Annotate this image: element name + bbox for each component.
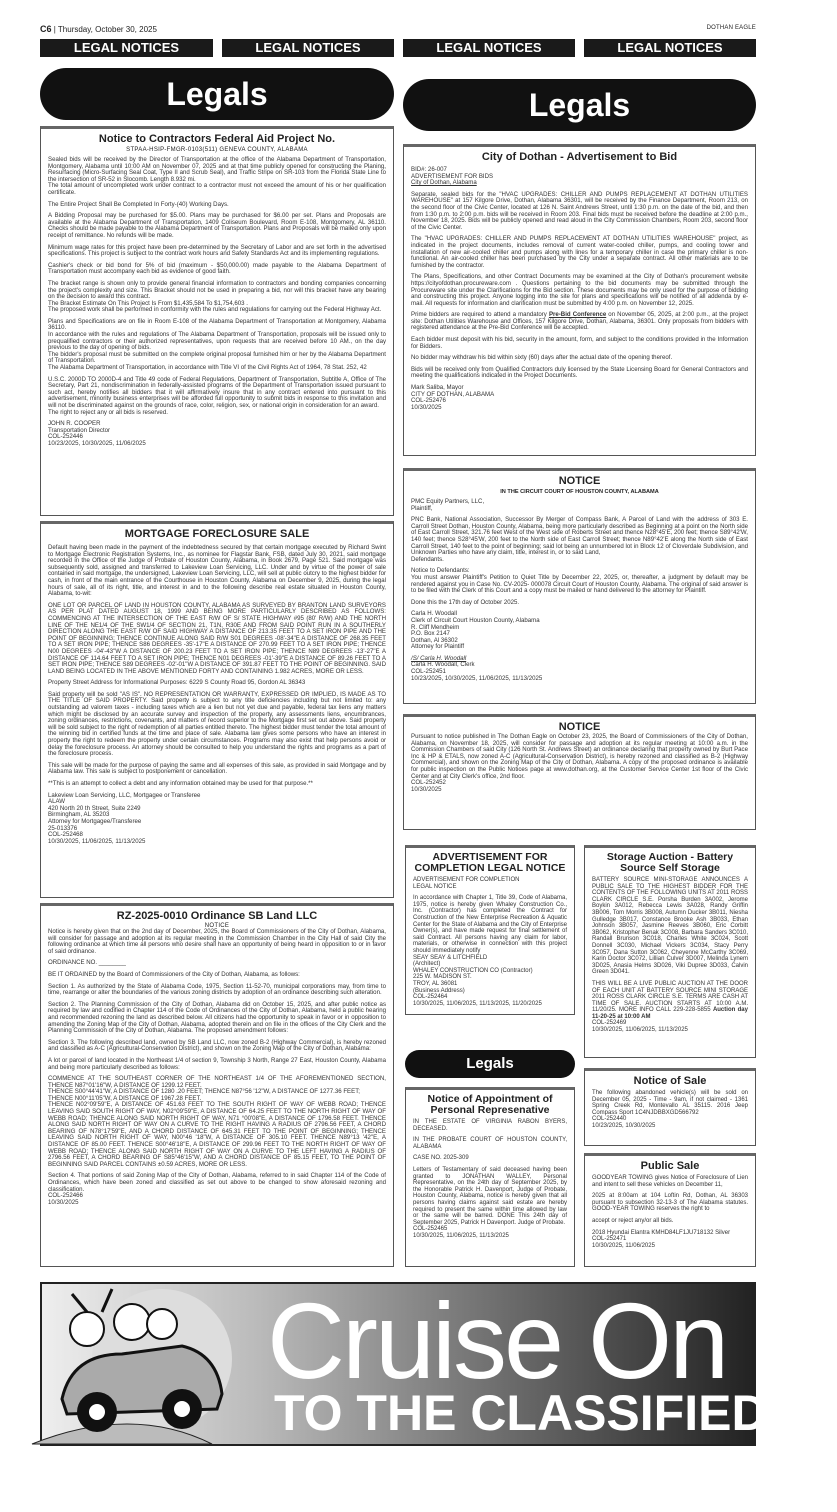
notice-paragraph: No bidder may withdraw his bid within sixty (60) days after the actual date of the opening thereof.: [411, 354, 673, 362]
notice-paragraph: Plans and Specifications are on file in Room E-108 of the Alabama Department of Transportation at Montgomery, Alabama 36110. In accordance with the rules and regulations of The Alabama Department of Transportation, proposals will be issued only to prequalified contractors or their authorized representatives, upon requests that are received before 10 AM., on the day previous to the day of opening of bids. The bidder's proposal must be submitted on the complete original proposal furnished him or her by the Alabama Department of Transportation. The Alabama Department of Transportation, in accordance with Title VI of the Civil Rights Act of 1964, 78 Stat. 252, 42: [48, 317, 386, 372]
notice-paragraph: The bracket range is shown only to provide general financial information to contractors and bonding companies concerning the project's complexity and size. This Bracket should not be used in preparing a bid, nor will this bracket have any bearing on the decision to award this contract. The Bracket Estimate On This Project Is From $1,435,584 To $1,754,603 . The proposed work shall be performed in conformity with the rules and regulations for carrying out the Federal Highway Act.: [48, 279, 386, 314]
notice-paragraph: accept or reject any/or all bids.: [592, 1217, 674, 1224]
page-number: C6: [40, 24, 52, 34]
notice-paragraph: BE IT ORDAINED by the Board of Commissioners of the City of Dothan, Alabama, as follows:: [48, 970, 300, 978]
notice-subtitle: IN THE CIRCUIT COURT OF HOUSTON COUNTY, ALABAMA: [500, 489, 659, 495]
notice-public-sale: [584, 1153, 756, 1267]
notice-paragraph: GOODYEAR TOWING gives Notice of Foreclosure of Lien and intent to sell these vehicles on December 11,: [592, 1175, 748, 1188]
notice-body: [592, 877, 748, 976]
notice-paragraph: Letters of Testamentary of said deceased having been granted to JONATHAN WALLEY, Personal Representative, on the 24th day of September 2025, by the Honorable Patrick H. Davenport, Judge of Probate, Houston County, Alabama, notice is hereby given that all persons having claims against said estate are hereby required to present the same within time allowed by law or the same will be barred. DONE This 24th day of September 2025, Patrick H Davenport. Judge of Probate. COL-252465 10/30/2025, 11/06/2025, 11/13/2025: [413, 1166, 567, 1239]
notice-paragraph: Minimum wage rates for this project have been pre-determined by the Secretary of Labor and are set forth in the advertised specifications. This project is subject to the contract work hours and Safety Standards Act and its implementing regulations.: [48, 243, 386, 258]
notice-paragraph: Pursuant to notice published in The Dothan Eagle on October 23, 2025, the Board of Commissioners of the City of Dothan, Alabama, on November 18, 2025, will consider for passage and adoption at its regular meeting at 10:00 a.m. in the Commission Chambers of said City (126 North St. Andrews Street) an ordinance declaring that property owned by Burt Pace Inc & HP & ETALS, now zoned A-C (Agricultural-Conservation District), is hereby rezoned and classified as B-2 (Highway Commercial), and shown on the Zoning Map of the City of Dothan, Alabama. A copy of the proposed ordinance is available for public inspection on the Public Notices page at www.dothan.org, at the Customer Service Center 1st floor of the Civic Center and at City Clerk's office, 2nd floor. COL-252452 10/30/2025: [411, 733, 748, 793]
notice-completion: [405, 845, 575, 1015]
section-bar: LEGAL NOTICES: [40, 39, 213, 57]
notice-mortgage-foreclosure: [40, 521, 394, 898]
notice-body: [592, 1090, 748, 1130]
notice-paragraph: ADVERTISEMENT FOR COMPLETION LEGAL NOTICE: [413, 877, 520, 890]
signature: /S/ Carla H. Woodall: [411, 654, 467, 662]
prebid-paragraph: [411, 312, 748, 332]
notice-paragraph: A Bidding Proposal may be purchased for $5.00. Plans may be purchased for $6.00 per set. Plans and Proposals are available at the Alabama Department of Transportation, 1409 Coliseum Boulevard, Room E-108, Montgomery, AL 36110. Checks should be made payable to the Alabama Department of Transportation. Plans and Proposals will be mailed only upon receipt of remittance. No refunds will be made.: [48, 212, 386, 239]
notice-paragraph: ONE LOT OR PARCEL OF LAND IN HOUSTON COUNTY, ALABAMA AS SURVEYED BY BRANTON LAND SURVEYORS AS PER PLAT DATED AUGUST 18, 1999 AND BEING MORE PARTICULARLY DESCRIBED AS FOLLOWS: COMMENCING AT THE INTERSECTION OF THE EAST R/W OF S/ STATE HIGHWAY #95 (80' R/W) AND THE NORTH LINE OF THE NE1/4 OF THE SW1/4 OF SECTION 21, T1N, R30E AND FROM SAID POINT RUN IN A SOUTHERLY DIRECTION ALONG THE EAST R/W OF SAID HIGHWAY A DISTANCE OF 213.35 FEET TO A SET IRON PIPE AND THE POINT OF BEGINNING; THENCE CONTINUE ALONG SAID R/W S01 DEGREES -08'-34"E A DISTANCE OF 268.35 FEET TO A SET IRON PIPE; THENCE S86 DEGREES -35'-17"E A DISTANCE OF 270.99 FEET TO A SET IRON PIPE; THENCE N00 DEGREES -04'-43"W A DISTANCE OF 200.23 FEET TO A SET IRON PIPE; THENCE N89 DEGREES -13'-27"E A DISTANCE OF 114.64 FEET TO A SET IRON PIPE; THENCE N01 DEGREES -01'-39"E A DISTANCE OF 89.26 FEET TO A SET IRON PIPE; THENCE S89 DEGREES -02'-01"W A DISTANCE OF 391.87 FEET TO THE POINT OF BEGINNING. SAID LAND BEING LOCATED IN THE ABOVE MENTIONED FORTY AND CONTAINING 1.982 ACRES, MORE OR LESS.: [48, 601, 386, 675]
notice-body: [413, 877, 567, 1007]
notice-title: MORTGAGE FORECLOSURE SALE: [124, 528, 310, 540]
notice-paragraph: Lakeview Loan Servicing, LLC, Mortgagee or Transferee ALAW 420 North 20 th Street, Suite 2249 Birmingham, AL 35203 Attorney for Mortgagee/Transferee 25-013376 COL-252468 10/30/2025, 11/06/2025, 11/13/2025: [48, 791, 201, 845]
notice-title: NOTICE: [558, 475, 601, 487]
notice-title: RZ-2025-0010 Ordinance SB Land LLC: [116, 910, 318, 922]
notice-body: [592, 1175, 748, 1249]
notice-paragraph: **This is an attempt to collect a debt and any information obtained may be used for that purpose.**: [48, 780, 313, 787]
legals-banner-small: Legals: [405, 1050, 575, 1078]
prebid-conference-label: Pre-Bid Conference: [548, 311, 607, 319]
notice-paragraph: Notice is hereby given that on the 2nd day of December, 2025, the Board of Commissioners of the City of Dothan, Alabama, will consider for passage and adoption at its regular meeting in the Commission Chamber in the City Hall of said City the following ordinance at which time all persons who desire shall have an opportunity of being heard in opposition to or in favor of said ordinance.: [48, 928, 386, 955]
cartoon-car-icon: [42, 1284, 242, 1444]
notice-paragraph: Property Street Address for Informational Purposes: 6229 S County Road 95, Gordon AL 36343: [48, 679, 306, 687]
notice-paragraph: Bids will be received only from Qualified Contractors duly licensed by the State Licensing Board for General Contractors and meeting the qualifications indicated in the Project Documents.: [411, 365, 748, 380]
notice-paragraph: The following abandoned vehicle(s) will be sold on December 05, 2025 - Time - 9am, if not claimed - 1361 Spring Creek Rd, Montevallo AL 35115. 2016 Jeep Compass Sport 1C4NJDBBXGD566792 COL-252440 10/23/2025, 10/30/2025: [592, 1090, 748, 1129]
notice-footer: COL-252469 10/30/2025, 11/06/2025, 11/13/2025: [592, 1020, 688, 1034]
notice-paragraph: Section 3. The following described land, owned by SB Land LLC, now zoned B-2 (Highway Commercial), is hereby rezoned and classified as A-C (Agricultural-Conservation District), and shown on the Zoning Map of the City of Dothan, Alabama:: [48, 1038, 386, 1053]
notice-paragraph: Sealed bids will be received by the Director of Transportation at the office of the Alabama Department of Transportation, Montgomery, Alabama until 10:00 AM on November 07, 2025 and at that time publicly opened for constructing the Planing, Resurfacing (Micro-Surfacing Seal Coat, Type II and Scrub Seal), and Traffic Stripe on SR-103 from the Florida State Line to the intersection of SR-52 in Slocomb. Length 8.932 mi. The total amount of uncompleted work under contract to a contractor must not exceed the amount of his or her qualification certificate.: [48, 156, 386, 196]
notice-paragraph: Mark Saliba, Mayor CITY OF DOTHAN, ALABAMA COL-252476 10/30/2025: [411, 384, 495, 411]
notice-title: Notice of Sale: [633, 1075, 707, 1087]
notice-body: [411, 499, 748, 651]
notice-paragraph: ORDINANCE NO. ________: [48, 959, 126, 967]
notice-title: Notice to Contractors Federal Aid Project No.: [98, 133, 336, 145]
notice-subtitle: STPAA-HSIP-FMGR-0103(511) GENEVA COUNTY, ALABAMA: [126, 147, 308, 153]
classifieds-ad-banner: [40, 1280, 837, 1446]
notice-paragraph: Carla H. Woodall Clerk of Circuit Court Houston County, Alabama R. Cliff Mendheim P.O. Box 2147 Dothan, Al 36302 Attorney for Plaintiff: [411, 610, 540, 651]
notice-title: Storage Auction - Battery Source Self Storage: [606, 851, 734, 874]
bid-city: City of Dothan, Alabama: [411, 179, 477, 187]
page-folio: [40, 24, 157, 34]
notice-paragraph: Section 4. That portions of said Zoning Map of the City of Dothan, Alabama, referred to in said Chapter 114 of the Code of Ordinances, which have been zoned and classified as set out above to be changed to show aforesaid rezoning and classification. COL-252466 10/30/2025: [48, 1172, 386, 1206]
notice-body: [411, 734, 748, 793]
notice-paragraph: 2025 at 8:00am at 104 Loftin Rd, Dothan, AL 36303 pursuant to subsection 32-13-3 of The Alabama statutes. GOOD-YEAR TOWING reserves the right to: [592, 1193, 748, 1213]
notice-paragraph: The Entire Project Shall Be Completed In Forty-(40) Working Days.: [48, 200, 229, 208]
notice-paragraph: COMMENCE AT THE SOUTHEAST CORNER OF THE NORTHEAST 1/4 OF THE AFOREMENTIONED SECTION, THENCE N87°01'16"W, A DISTANCE OF 1299.12 FEET. THENCE S00°44'41"W, A DISTANCE OF 1280 .20 FEET; THENCE N87°56 '12"W, A DISTANCE OF 1277.36 FEET; THENCE N00°11'05"W, A DISTANCE OF 1967.28 FEET. THENCE N02°09'59"E, A DISTANCE OF 451.63 FEET TO THE SOUTH RIGHT OF WAY OF WEBB ROAD; THENCE LEAVING SAID SOUTH RIGHT OF WAY, N02°09'59"E, A DISTANCE OF 64.25 FEET TO THE NORTH RIGHT OF WAY OF WEBB ROAD; THENCE ALONG SAID NORTH RIGHT OF WAY, N71 °00'08"E, A DISTANCE OF 1796.58 FEET. THENCE ALONG SAID NORTH RIGHT OF WAY ON A CURVE TO THE RIGHT HAVING A RADIUS OF 2796.56 FEET, A CHORD BEARING OF N78°17'59"E, AND A CHORD DISTANCE OF 645.31 FEET TO THE POINT OF BEGINNING; THENCE LEAVING SAID NORTH RIGHT OF WAY, N00°46 '18"W, A DISTANCE OF 305.10 FEET. THENCE N89°13 '42"E, A DISTANCE OF 85.00 FEET. THENCE S00°46'18"E, A DISTANCE OF 299.96 FEET TO THE NORTH RIGHT OF WAY OF WEBB ROAD; THENCE ALONG SAID NORTH RIGHT OF WAY ON A CURVE TO THE LEFT HAVING A RADIUS OF 2796.56 FEET, A CHORD BEARING OF S85°46'15"W, AND A CHORD DISTANCE OF 85.15 FEET, TO THE POINT OF BEGINNING SAID PARCEL CONTAINS ±0.59 ACRES, MORE OR LESS.: [48, 1075, 386, 1168]
notice-paragraph: The Plans, Specifications, and other Contract Documents may be examined at the City of Dothan's procurement website https://cityofdothan.procureware.com . Questions pertaining to the bid documents may be submitted through the Procureware site under the Clarifications for the Bid section. These documents may be only used for the purpose of bidding and constructing this project. Anyone logging into the site for plans and specifications will be notified of all addenda by e-mail. All requests for information and clarification must be submitted by 4:00 p.m. on November 12, 2025.: [411, 273, 748, 307]
notice-paragraph: PMC Equity Partners, LLC, Plaintiff,: [411, 498, 485, 512]
legals-banner: Legals: [403, 79, 756, 131]
notice-title: Public Sale: [640, 1160, 700, 1172]
notice-paragraph: Cashier's check or bid bond for 5% of bid (maximum - $50,000.00) made payable to the Alabama Department of Transportation must accompany each bid as evidence of good faith.: [48, 261, 386, 276]
notice-body: [48, 157, 386, 448]
notice-paragraph: Each bidder must deposit with his bid, security in the amount, form, and subject to the conditions provided in the Information for Bidders.: [411, 336, 748, 350]
notice-paragraph: The "HVAC UPGRADES: CHILLER AND PUMPS REPLACEMENT AT DOTHAN UTILITIES WAREHOUSE" project, as indicated in the project documents, includes removal of current water-cooled chiller, pumps, and cooling tower and installation of new air-cooled chiller and pumps along with lines for a temporary chiller in case the primary chiller is non-functional. An air-cooled chiller has been purchased by the City under a separate contract. All other materials are to be furnished by the contractor.: [411, 235, 748, 269]
notice-city-bid: [403, 144, 756, 456]
notice-paragraph: In accordance with Chapter 1, Title 39, Code of Alabama, 1975, notice is hereby given Whaley Construction Co., Inc. (Contractor) has completed the Contract for Construction of the New Enterprise Recreation & Aquatic Center for the State of Alabama and the City of Enterprise Owner(s), and have made request for final settlement of said Contract. All persons having any claim for labor, materials, or otherwise in connection with this project should immediately notify SEAY SEAY & LITCHFIELD (Architect) WHALEY CONSTRUCTION CO (Contractor) 225 W. MADISON ST. TROY, AL 36081 (Business Address) COL-252464 10/30/2025, 11/06/2025, 11/13/2025, 11/20/2025: [413, 895, 567, 1007]
auction-paragraph: [592, 981, 748, 1021]
ad-headline: Cruise On In: [267, 1280, 837, 1401]
notice-of-sale: [584, 1068, 756, 1146]
notice-body: [411, 192, 748, 308]
notice-rezone: [403, 714, 756, 830]
notice-paragraph: BATTERY SOURCE MINI-STORAGE ANNOUNCES A PUBLIC SALE TO THE HIGHEST BIDDER FOR THE CONTENTS OF THE FOLLOWING UNITS AT 2011 ROSS CLARK CIRCLE S.E. Porsha Burden 3A002, Jerome Boykin 3A012, Rebecca Lewis 3A028, Randy Griffin 3B006, Tom Morris 3B008, Autumn Ducker 3B011, Niesha Gulledge 3B017, Constance Brooke Ash 3B033, Ethan Johnson 3B057, Jasmine Reeves 3B060, Eric Corbitt 3B062, Kristopher Benak 3C008, Barbara Sanders 3C010, Randall Brunson 3C018, Charles White 3C024, Scott Donnell 3C030, Michael Vickers 3C034, Stacy Perry 3C057, Dana Sutton 3C062, Cheyenne McCarthy 3C069, Karin Doctor 3C072, Lillian Culver 3D007, Melinda Lynem 3D025, Anasia Helms 3D026, Viki Dupree 3D033, Calvin Green 3D041.: [592, 877, 748, 976]
notice-paragraph: Default having been made in the payment of the indebtedness secured by that certain mortgage executed by Richard Swint to Mortgage Electronic Registration Systems, Inc., as nominee for Flagstar Bank, FSB, dated July 30, 2021, said mortgage recorded in the Office of the Judge of Probate of Houston County, Alabama, in Book 2679, Page 521. Said mortgage was subsequently sold, assigned and transferred to Lakeview Loan Servicing, LLC. Under and by virtue of the power of sale contained in said mortgage, the undersigned, Lakeview Loan Servicing, LLC, will sell at public outcry to the highest bidder for cash, in front of the main entrance of the Courthouse in Houston County, Alabama on December 9, 2025, during the legal hours of sale, all of its right, title, and interest in and to the following describe real estate situated in Houston County, Alabama, to-wit:: [48, 544, 386, 598]
notice-paragraph: A lot or parcel of land located in the Northeast 1/4 of section 9, Township 3 North, Range 27 East, Houston County, Alabama and being more particularly described as follows:: [48, 1056, 386, 1071]
notice-circuit-court: [403, 468, 756, 704]
notice-body: [413, 1119, 567, 1240]
bid-header: BID#: 26-007 ADVERTISEMENT FOR BIDS: [411, 166, 494, 180]
notice-paragraph: 2018 Hyundai Elantra KMHD84LF1JU718132 Silver COL-252471 10/30/2025, 11/06/2025: [592, 1229, 731, 1249]
notice-title: City of Dothan - Advertisement to Bid: [481, 151, 678, 163]
auction-text: THIS WILL BE A LIVE PUBLIC AUCTION AT THE DOOR OF EACH UNIT AT BATTERY SOURCE MINI STORAGE 2011 ROSS CLARK CIRCLE S.E. TERMS ARE CASH AT TIME OF SALE. AUCTION STARTS AT 10:00 A.M. 11/20/25. MORE INFO CALL 229-228-5855: [592, 980, 748, 1014]
legals-banner: Legals: [40, 68, 394, 120]
newspaper-name: DOTHAN EAGLE: [706, 25, 756, 31]
issue-date: | Thursday, October 30, 2025: [53, 25, 157, 34]
notice-paragraph: PNC Bank, National Association, Successor By Merger of Compass Bank, A Parcel of Land with the address of 303 E. Carroll Street Dothan, Houston County, Alabama, being more particularly described as Beginning at a point on the North side of East Carroll Street, 321.76 feet West of the West side of Roberts Street and thence N28°45'E, 200 feet; thence S89°42'W, 140 feet; thence S28°45'W, 200 feet to the North side of East Carroll Street; thence N89°42'E along the North side of East Carroll Street, 140 feet to the point of beginning; said lot being an unnumbered lot in Block 12 of Cloverdale Subdivision, and Unknown Parties who have any claim, title, interest in, or to said Land, Defendants.: [411, 516, 748, 563]
notice-paragraph: IN THE ESTATE OF VIRGINIA RABON BYERS, DECEASED.: [413, 1119, 567, 1132]
notice-paragraph: This sale will be made for the purpose of paying the same and all expenses of this sale, as provided in said Mortgage and by Alabama law. This sale is subject to postponement or cancellation.: [48, 761, 386, 776]
notice-subtitle: NOTICE: [204, 923, 230, 929]
notice-title: NOTICE: [558, 721, 601, 733]
notice-body: [411, 337, 748, 411]
notice-title: Notice of Appointment of Personal Represenative: [427, 1093, 553, 1116]
notice-ordinance: [40, 903, 394, 1267]
section-bar: LEGAL NOTICES: [403, 39, 575, 57]
notice-body: [48, 545, 386, 845]
notice-paragraph: JOHN R. COOPER Transportation Director COL-252446 10/23/2025, 10/30/2025, 11/06/2025: [48, 420, 146, 447]
notice-storage-auction: [584, 845, 756, 1058]
notice-body: [48, 929, 386, 1206]
section-bar: LEGAL NOTICES: [584, 39, 756, 57]
notice-paragraph: Done this the 17th day of October 2025.: [411, 598, 520, 606]
prebid-text: Prime bidders are required to attend a mandatory: [411, 311, 549, 319]
notice-contractors: [40, 126, 394, 516]
notice-paragraph: Section 1. As authorized by the State of Alabama Code, 1975, Section 11-52-70, municipal corporations may, from time to time, rearrange or alter the boundaries of the various zoning districts by adoption of an ordinance describing such alteration.: [48, 982, 386, 997]
prebid-text: on November 05, 2025, at 2:00 p.m., at the project site: Dothan Utilities Warehouse and Offices, 157 Kilgore Drive, Dothan, Alabama, 36301. Only proposals from bidders with registered attendance at the Pre-Bid Conference will be accepted.: [411, 311, 748, 332]
auction-day: Auction day 11-20-25 at 10:00 AM: [592, 1007, 748, 1020]
notice-paragraph: Section 2. The Planning Commission of the City of Dothan, Alabama did on October 15, 2025, and after public notice as required by law and codified in Chapter 114 of the Code of Ordinances of the City of Dothan, Alabama, held a public hearing and recommended rezoning the land as described below. All citizens had the opportunity to speak in favor or in opposition to amending the Zoning Map of the City of Dothan, Alabama, adopted therein and on file in the offices of the City Clerk and the Planning Commission of the City of Dothan, Alabama. The proposed amendment follows:: [48, 1000, 386, 1035]
notice-paragraph: Said property will be sold "AS IS". NO REPRESENTATION OR WARRANTY, EXPRESSED OR IMPLIED, IS MADE AS TO THE TITLE OF SAID PROPERTY. Said property is subject to any title deficiencies including but not limited to: any outstanding ad valorem taxes - including taxes which are a lien but not yet due and payable, federal tax liens any matters which might be disclosed by an accurate survey and inspection of the property, any assessments liens, encumbrances, zoning ordinances, restrictions, covenants, and matters of record superior to the Mortgage first set out above. Said property will be sold subject to the right of redemption of all parties entitled thereto. The highest bidder must tender the total amount of the winning bid in certified funds at the time and place of sale. Alabama law gives some persons who have an interest in property the right to redeem the property under certain circumstances. Programs may also exist that help persons avoid or delay the foreclosure process. An attorney should be consulted to help you understand the rights and programs as a part of the foreclosure process.: [48, 690, 386, 758]
notice-paragraph: IN THE PROBATE COURT OF HOUSTON COUNTY, ALABAMA: [413, 1137, 567, 1150]
ad-tagline: TO THE CLASSIFIEDS: [274, 1385, 801, 1441]
section-bar: LEGAL NOTICES: [222, 39, 394, 57]
notice-paragraph: Notice to Defendants: You must answer Plaintiff's Petition to Quiet Title by December 22, 2025, or, thereafter, a judgment by default may be rendered against you in Case No. CV-2025- 000078 Circuit Court of Houston County, Alabama. The original of said answer is to be filed with the Clerk of this Court and a copy must be mailed or hand delivered to the attorney for Plaintiff.: [411, 567, 748, 595]
notice-paragraph: U.S.C. 2000D TO 2000D-4 and Title 49 code of Federal Regulations, Department of Transportation, Subtitle A, Office of The Secretary, Part 21, nondiscrimination in federally-assisted programs of the Department of Transportation issued pursuant to such act, hereby notifies all bidders that it will affirmatively insure that in any contract entered into pursuant to this advertisement, minority business enterprises will be afforded full opportunity to submit bids in response to this invitation and will not be discriminated against on the grounds of race, color, religion, sex, or national origin in consideration for an award. The right to reject any or all bids is reserved.: [48, 375, 386, 416]
notice-paragraph: Separate, sealed bids for the "HVAC UPGRADES: CHILLER AND PUMPS REPLACEMENT AT DOTHAN UTILITIES WAREHOUSE" at 157 Kilgore Drive, Dothan, Alabama 36301, will be received by the Finance Department, Room 213, on the second floor of the Civic Center, located at 126 N. Saint Andrews Street, until 1:30 p.m. on the date of the bid, and then from 1:30 p.m. to 2:00 p.m. bids will be received in Room 203. Final bids must be received before the deadline at 2:00 p.m., November 18, 2025. Bids will be publicly opened and read aloud in the City Commission Chambers, Room 203, second floor of the Civic Center.: [411, 190, 748, 231]
notice-title: ADVERTISEMENT FOR COMPLETION LEGAL NOTICE: [414, 851, 566, 874]
notice-footer: Carla H. Woodall, Clerk COL-252451 10/23/2025, 10/30/2025, 11/06/2025, 11/13/2025: [411, 661, 543, 682]
notice-paragraph: CASE NO. 2025-309: [413, 1155, 469, 1162]
notice-appointment: [405, 1087, 575, 1267]
